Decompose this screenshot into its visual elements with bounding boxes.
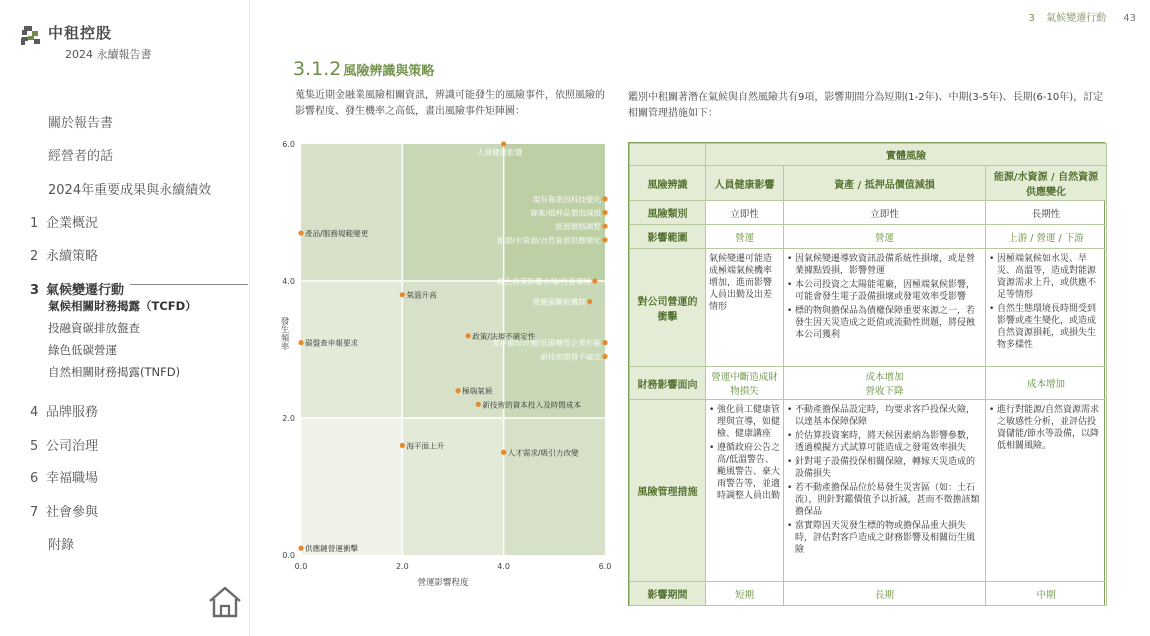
company-name: 中租控股 [48,24,113,42]
company-logo[interactable] [18,22,112,48]
intro-left-paragraph: 蒐集近期金融業風險相關資訊，辨識可能發生的風險事件，依照風險的影響程度、發生機率之高低，畫出風險事件矩陣圖： [295,90,605,117]
bullet-list [989,253,1103,351]
sidebar-item-label: 關於報告書 [48,116,114,131]
table-cell [706,249,784,367]
sidebar-item-label: 2024年重要成果與永續績效 [48,183,212,198]
x-tick-label: 6.0 [598,562,612,571]
risk-table-grid [629,143,1107,606]
sidebar [0,0,250,636]
column-header: 資產 / 抵押品價值減損 [784,166,986,201]
page-header [1021,9,1136,24]
risk-point-label: 客戶偏好改變/低碳轉型企業形象 [492,338,601,348]
row-header: 財務影響面向 [630,367,706,400]
bullet-item: • 因氣候變遷導致資訊設備系統性損壞，或是營業據點毀損，影響營運 [787,253,982,277]
sidebar-item-label: 社會參與 [46,505,99,520]
bullet-item: • 不動產擔保品設定時，均要求客戶投保火險，以達基本保障保障 [787,404,982,428]
company-logo-icon [18,22,44,48]
sidebar-item-number: 3 [30,283,40,298]
table-cell: 營運 [706,225,784,249]
risk-point-label: 政策/法規不確定性 [472,331,536,341]
x-tick-label: 4.0 [497,562,511,571]
column-header: 能源/水資源 / 自然資源供應變化 [986,166,1107,201]
table-row [630,582,1107,606]
risk-point [476,402,481,407]
sidebar-item[interactable] [30,245,98,264]
risk-point-label: 產品/服務規範變更 [305,229,369,239]
sidebar-item-label: 公司治理 [46,439,99,454]
group-header: 實體風險 [706,144,1107,166]
bullet-list [787,253,982,341]
risk-point-label: 綠色政策影響市場/投資環境 [497,277,591,286]
y-tick-label: 0.0 [282,551,295,560]
sidebar-item-number: 2 [30,249,39,264]
risk-point-label: 人員健康影響 [476,148,523,157]
risk-point [400,443,405,448]
bullet-item: • 當實際因天災發生標的物或擔保品重大損失時，評估對客戶造成之財務影響及相關衍生風險 [787,520,982,556]
bullet-item: • 標的物與擔保品為債權保障重要來源之一，若發生因天災造成之貶值或流動性問題，將侵蝕本公司獲利 [787,305,982,341]
sidebar-item-label: 經營者的話 [48,149,114,164]
row-header: 影響期間 [630,582,706,606]
table-cell: 成本增加 營收下降 [784,367,986,400]
risk-point-label: 資產/抵押品價值減損 [530,208,601,218]
risk-point-label: 人才需求/吸引力改變 [507,448,579,458]
sidebar-item-number: 7 [30,505,39,520]
bullet-item: • 於估算投資案時，將天候因素納為影響參數，透過模擬方式試算可能造成之發電效率損失 [787,430,982,454]
page-number: 43 [1123,13,1136,24]
row-header: 風險管理措施 [630,400,706,582]
risk-point [602,340,607,345]
bullet-list [709,404,780,502]
chapter-number: 3 [1028,13,1035,24]
matrix-cell [504,418,605,555]
table-cell [784,249,986,367]
sidebar-subitem[interactable]: 投融資碳排放盤查 [48,321,140,335]
sidebar-item-label: 幸福職場 [46,471,99,486]
risk-point-label: 現有資產因科技變化 [532,194,601,204]
risk-point [602,354,607,359]
bullet-item: • 因極端氣候如水災、旱災、高溫等，造成對能源資源需求上升，或供應不足等情形 [989,253,1103,301]
sidebar-item[interactable] [48,145,113,164]
risk-point-label: 新技術開發不確定 [540,352,601,362]
risk-point [602,224,607,229]
matrix-cell [402,144,503,281]
x-tick-label: 0.0 [294,562,308,571]
risk-point [501,141,506,146]
sidebar-item[interactable] [48,179,211,198]
sidebar-item-label: 企業概況 [46,216,99,231]
risk-point-label: 新技術的資本投入及時間成本 [482,400,582,410]
table-cell: 營運中斷造成財物損失 [706,367,784,400]
sidebar-subitem[interactable]: 綠色低碳營運 [48,343,117,357]
risk-point [455,388,460,393]
bullet-item: • 強化員工健康管理與宣導，如健檢、健康講座 [709,404,780,440]
section-title [293,58,434,80]
bullet-item: • 本公司投資之太陽能電廠，因極端氣候影響，可能會發生電子設備損壞或發電效率受影響 [787,279,982,303]
row-header: 對公司營運的衝擊 [630,249,706,367]
intro-right-paragraph: 鑑別中租關著潛在氣候與自然風險共有9項，影響期間分為短期(1-2年)、中期(3-5年)、長期(6-10年)，訂定相關管理措施如下： [628,92,1104,119]
table-cell: 中期 [986,582,1107,606]
table-cell: 上游 / 營運 / 下游 [986,225,1107,249]
table-row [630,367,1107,400]
sidebar-item[interactable] [30,279,124,298]
risk-point [602,196,607,201]
matrix-cell [301,418,402,555]
risk-point [298,546,303,551]
home-icon[interactable] [207,585,243,619]
table-cell: 長期 [784,582,986,606]
risk-point-label: 極端氣候 [462,386,493,396]
sidebar-item[interactable] [48,112,113,131]
table-cell: 長期性 [986,201,1107,225]
table-row [630,201,1107,225]
bullet-item: • 遵循政府公告之高/低溫警告、颱風警告、豪大雨警告等，並適時調整人員出勤 [709,442,780,502]
risk-point [602,210,607,215]
y-tick-label: 6.0 [282,140,295,149]
row-header: 影響範圍 [630,225,706,249]
risk-point [400,292,405,297]
table-cell [784,400,986,582]
risk-point-label: 氣溫升高 [406,290,437,300]
table-cell [986,400,1107,582]
bullet-item: • 若不動產擔保品位於易發生災害區（如：土石流），則針對鑑價值予以折減，甚而不徵擔該類擔保品 [787,482,982,518]
sidebar-item-label: 品牌服務 [46,405,99,420]
risk-point [602,237,607,242]
risk-table [628,142,1105,606]
matrix-cell [301,281,402,418]
sidebar-subitem[interactable]: 氣候相關財務揭露（TCFD） [48,299,197,313]
y-tick-label: 4.0 [282,277,295,286]
sidebar-item-number: 5 [30,439,39,454]
report-subtitle: 2024 永續報告書 [65,48,152,61]
risk-point-label: 碳盤查申報要求 [305,338,359,348]
risk-point [587,299,592,304]
sidebar-item-label: 永續策略 [46,249,99,264]
risk-point-label: 能源/水資源/自然資源供應變化 [497,235,601,245]
sidebar-item[interactable] [30,435,98,454]
sidebar-subitem[interactable]: 自然相關財務揭露(TNFD) [48,365,181,379]
sidebar-item-number: 1 [30,216,39,231]
chapter-title[interactable]: 氣候變遷行動 [1046,13,1107,24]
col-header-label: 風險辨識 [630,166,706,201]
sidebar-item[interactable] [30,501,98,520]
bullet-item: • 自然生態環境長時間受到影響或產生變化，或造成自然資源損耗，或損失生物多樣性 [989,303,1103,351]
x-tick-label: 2.0 [395,562,409,571]
table-row [630,400,1107,582]
bullet-item: • 進行對能源/自然資源需求之敏感性分析，並評估投資儲能/節水等設備，以降低相關風險。 [989,404,1103,452]
risk-point [501,450,506,455]
risk-point [298,230,303,235]
table-cell [706,400,784,582]
table-cell: 立即性 [706,201,784,225]
table-cell: 營運 [784,225,986,249]
bullet-list [787,404,982,556]
sidebar-item-label: 附錄 [48,538,75,553]
table-cell: 短期 [706,582,784,606]
cell-text: 氣候變遷可能造成極端氣候機率增加，進而影響人員出勤及出差情形 [709,254,773,312]
sidebar-item-number: 4 [30,405,39,420]
y-axis-label: 發生頻率 [279,316,289,351]
matrix-cell [301,144,402,281]
active-section-underline [130,284,248,285]
table-cell [986,249,1107,367]
column-header: 人員健康影響 [706,166,784,201]
section-heading: 風險辨識與策略 [343,64,435,79]
bullet-list [989,404,1103,452]
sidebar-item-label: 氣候變遷行動 [46,283,125,298]
risk-point-label: 海平面上升 [406,441,445,451]
table-cell: 立即性 [784,201,986,225]
x-axis-label: 營運影響程度 [417,578,469,588]
sidebar-item[interactable] [30,467,98,486]
row-header: 風險類別 [630,201,706,225]
table-row [630,225,1107,249]
risk-point-label: 徵麗碳關稅機制 [532,297,586,307]
sidebar-item[interactable] [30,212,98,231]
table-row [630,249,1107,367]
sidebar-item[interactable] [48,534,74,553]
risk-point [298,340,303,345]
section-number: 3.1.2 [293,58,342,80]
risk-matrix-chart [272,135,617,590]
matrix-cell [402,418,503,555]
y-tick-label: 2.0 [282,414,295,423]
sidebar-item-number: 6 [30,471,39,486]
risk-point-label: 能源價格調整 [555,222,601,232]
sidebar-item[interactable] [30,401,98,420]
risk-point [466,333,471,338]
matrix-cell [402,281,503,418]
table-cell: 成本增加 [986,367,1107,400]
risk-point [592,278,597,283]
bullet-item: • 針對電子設備投保相關保險，轉嫁天災造成的設備損失 [787,456,982,480]
risk-point-label: 供應鏈營運衝擊 [305,544,359,554]
table-corner [630,144,706,166]
